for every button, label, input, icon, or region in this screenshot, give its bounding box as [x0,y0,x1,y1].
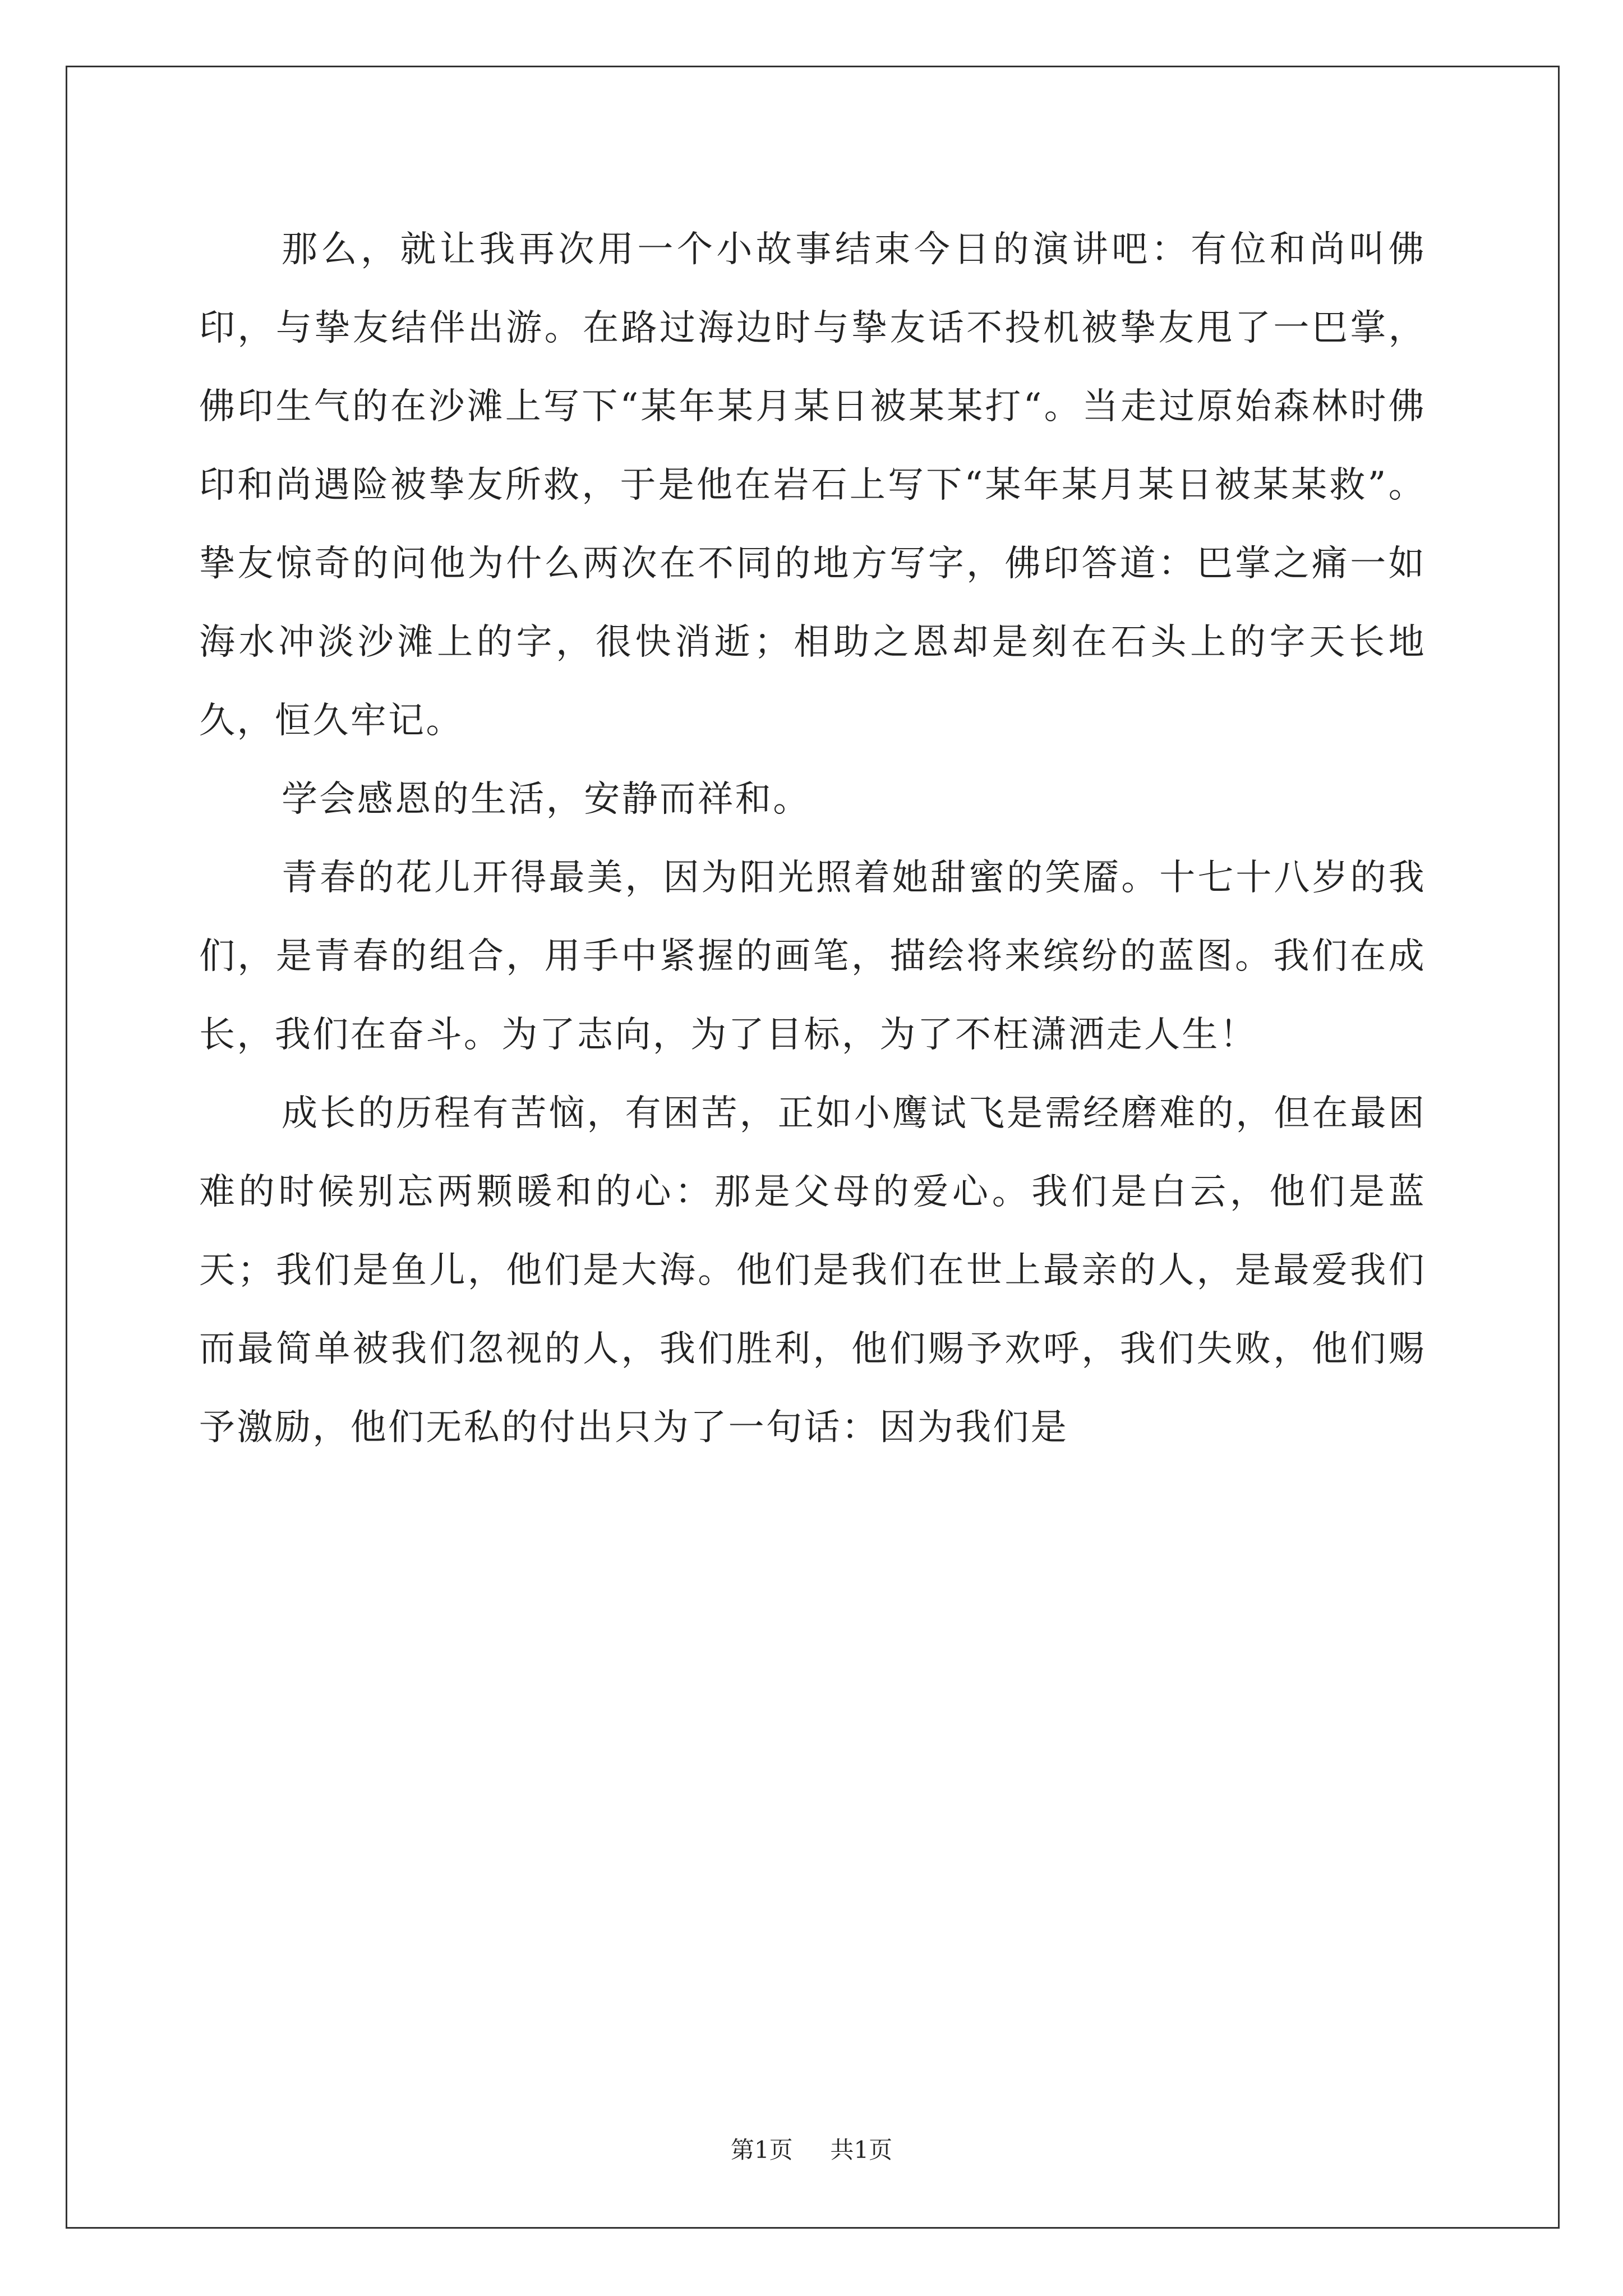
paragraph-4: 成长的历程有苦恼，有困苦，正如小鹰试飞是需经磨难的，但在最困难的时候别忘两颗暖和的心：那是父母的爱心。我们是白云，他们是蓝天；我们是鱼儿，他们是大海。他们是我们在世上最亲的人，是最爱我们而最简单被我们忽视的人，我们胜利，他们赐予欢呼，我们失败，他们赐予激励，他们无私的付出只为了一句话：因为我们是 [199,1093,1426,1448]
paragraph-1: 那么，就让我再次用一个小故事结束今日的演讲吧：有位和尚叫佛印，与挚友结伴出游。在路过海边时与挚友话不投机被挚友甩了一巴掌，佛印生气的在沙滩上写下“某年某月某日被某某打“。当走过原始森林时佛印和尚遇险被挚友所救，于是他在岩石上写下“某年某月某日被某某救”。挚友惊奇的问他为什么两次在不同的地方写字，佛印答道：巴掌之痛一如海水冲淡沙滩上的字，很快消逝；相助之恩却是刻在石头上的字天长地久，恒久牢记。 [199,229,1426,742]
paragraph-2: 学会感恩的生活，安静而祥和。 [282,779,811,820]
page-footer [0,2132,1623,2165]
page-number: 第1页 [730,2136,793,2164]
document-body [199,210,1426,1467]
paragraph-3: 青春的花儿开得最美，因为阳光照着她甜蜜的笑靥。十七十八岁的我们，是青春的组合，用手中紧握的画笔，描绘将来缤纷的蓝图。我们在成长，我们在奋斗。为了志向，为了目标，为了不枉潇洒走人生！ [199,857,1426,1056]
page-total: 共1页 [830,2136,893,2164]
